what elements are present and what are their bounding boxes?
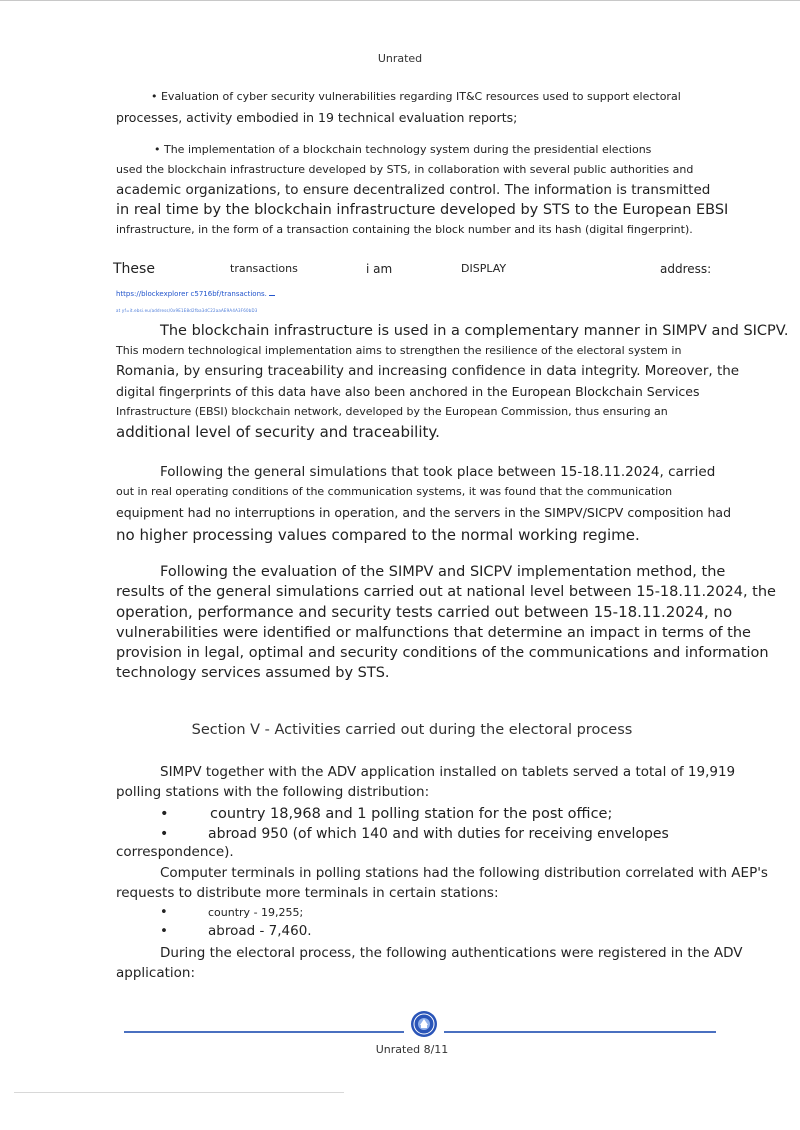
text-line: application:: [116, 965, 196, 981]
paragraph-blockchain-implementation: [116, 140, 729, 240]
text-line: used the blockchain infrastructure developed by STS, in collaboration with several public authorities and: [116, 163, 694, 176]
text-line: equipment had no interruptions in operation, and the servers in the SIMPV/SICPV composition had: [116, 505, 732, 520]
word: DISPLAY: [461, 262, 507, 275]
text-line: Following the evaluation of the SIMPV and SICPV implementation method, the: [160, 564, 726, 580]
text-line: infrastructure, in the form of a transaction containing the block number and its hash (digital fingerprint).: [116, 223, 693, 236]
text-line: polling stations with the following distribution:: [116, 784, 430, 800]
text-line: The blockchain infrastructure is used in a complementary manner in SIMPV and SICPV.: [160, 323, 789, 339]
word: transactions: [230, 262, 298, 275]
text-line: SIMPV together with the ADV application installed on tablets served a total of 19,919: [160, 764, 736, 780]
transactions-address-line: [113, 262, 711, 280]
text-line: This modern technological implementation aims to strengthen the resilience of the electoral system in: [116, 344, 682, 357]
text-line: provision in legal, optimal and security conditions of the communications and information: [116, 645, 769, 661]
text-line: in real time by the blockchain infrastructure developed by STS to the European EBSI: [116, 202, 729, 218]
word: address:: [660, 262, 712, 276]
text-line: Following the general simulations that took place between 15-18.11.2024, carried: [160, 464, 716, 480]
list-item-text: country 18,968 and 1 polling station for the post office;: [210, 806, 613, 822]
list-item-text: abroad - 7,460.: [208, 923, 312, 939]
text-line: Computer terminals in polling stations had the following distribution correlated with AEP's: [160, 865, 768, 881]
bullet-icon: •: [160, 826, 169, 842]
text-line: correspondence).: [116, 844, 234, 860]
top-border: [0, 0, 800, 1]
text-line: vulnerabilities were identified or malfunctions that determine an impact in terms of the: [116, 625, 751, 641]
text-line: results of the general simulations carried out at national level between 15-18.11.2024, the: [116, 584, 776, 600]
bullet-icon: •: [160, 806, 169, 822]
text-line: requests to distribute more terminals in certain stations:: [116, 885, 499, 901]
paragraph-authentications: [116, 943, 743, 983]
paragraph-simpv-stations: [116, 762, 736, 802]
text-line: operation, performance and security tests carried out between 15-18.11.2024, no: [116, 603, 733, 621]
text-line: no higher processing values compared to the normal working regime.: [116, 526, 640, 544]
page-footer: Unrated 8/11: [375, 1043, 449, 1056]
footer-divider-right: [444, 1031, 716, 1033]
bullet-icon: •: [160, 905, 168, 920]
blockexplorer-link[interactable]: [116, 290, 275, 298]
paragraph-evaluation-results: [116, 562, 776, 683]
text-line: Romania, by ensuring traceability and increasing confidence in data integrity. Moreover, the: [116, 363, 740, 379]
paragraph-simulations: [116, 462, 732, 547]
section-title: Section V - Activities carried out during the electoral process: [191, 722, 633, 738]
institution-seal-icon: [410, 1010, 438, 1038]
text-line: During the electoral process, the following authentications were registered in the ADV: [160, 945, 743, 961]
bullet-icon: •: [160, 923, 168, 939]
word: i am: [366, 262, 393, 276]
text-line: processes, activity embodied in 19 technical evaluation reports;: [116, 110, 518, 125]
text-line: digital fingerprints of this data have also been anchored in the European Blockchain Services: [116, 384, 700, 399]
paragraph-cyber-evaluation: [116, 87, 712, 128]
list-continuation: [116, 842, 712, 862]
footer-divider-left: [124, 1031, 404, 1033]
text-line: technology services assumed by STS.: [116, 665, 390, 681]
list-item-text: country - 19,255;: [208, 906, 304, 919]
paragraph-blockchain-complementary: [116, 321, 789, 443]
paragraph-terminals: [116, 863, 768, 903]
classification-header: Unrated: [377, 52, 423, 65]
text-line: Infrastructure (EBSI) blockchain network, developed by the European Commission, thus ensuring an: [116, 405, 668, 418]
link-text: https://blockexplorer c5716bf/transactions.: [116, 290, 267, 298]
text-line: academic organizations, to ensure decentralized control. The information is transmitted: [116, 182, 711, 198]
word: These: [113, 261, 155, 277]
list-item-text: abroad 950 (of which 140 and with duties for receiving envelopes: [208, 826, 669, 842]
text-line: • The implementation of a blockchain technology system during the presidential elections: [154, 143, 652, 156]
text-line: out in real operating conditions of the communication systems, it was found that the communication: [116, 485, 673, 498]
ebsi-address-link[interactable]: at yf=it.ebsi.eu/address/0x9E1E8d2fba3dC22aaAE9A4A3F60bD3: [116, 308, 258, 313]
text-line: • Evaluation of cyber security vulnerabilities regarding IT&C resources used to support electoral: [151, 90, 681, 103]
text-line: additional level of security and traceability.: [116, 423, 440, 441]
bottom-divider: [14, 1092, 344, 1093]
